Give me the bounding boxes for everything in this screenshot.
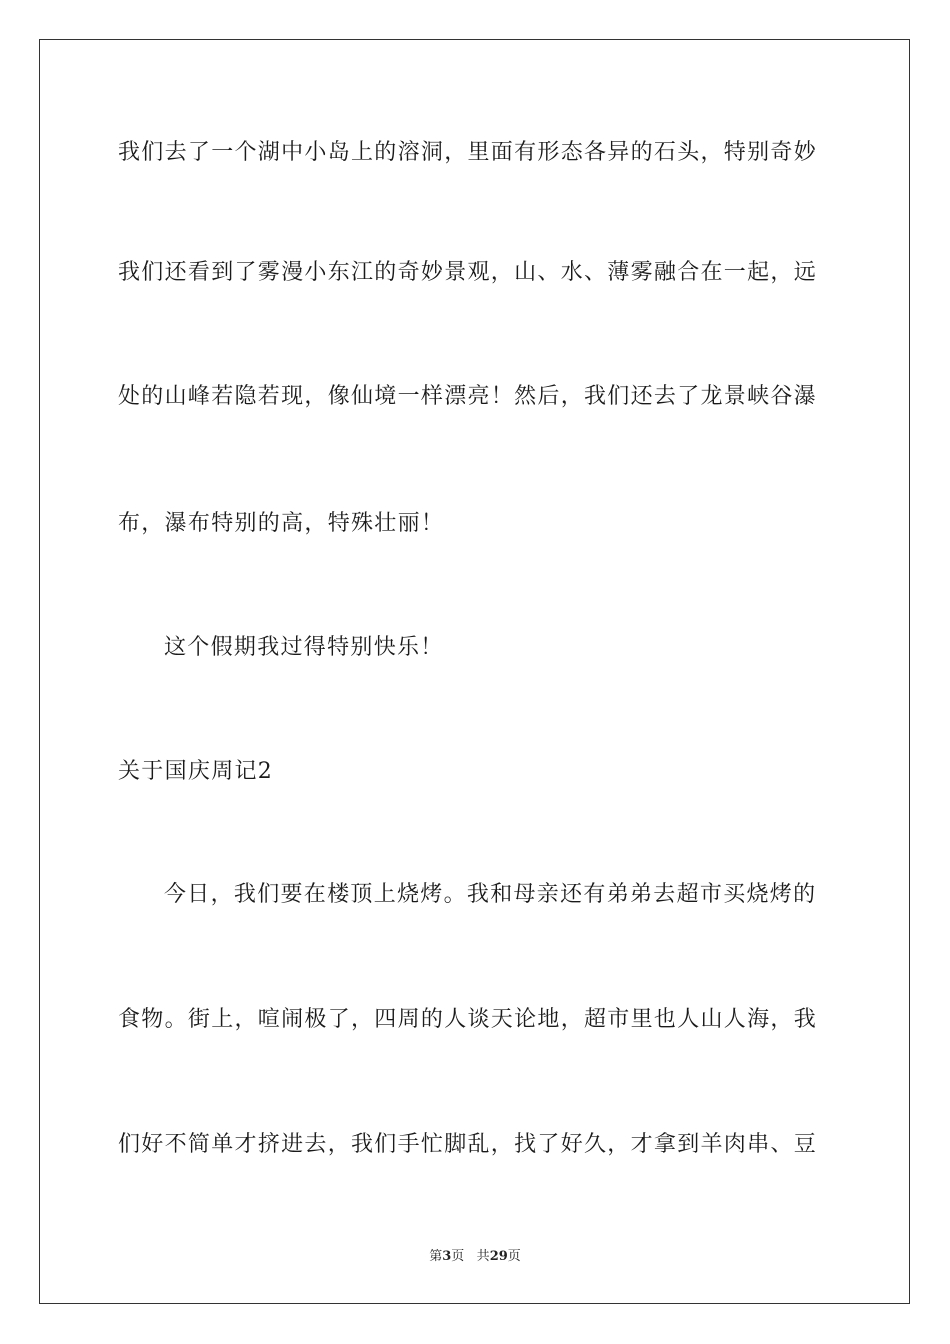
total-suffix: 页 <box>507 1249 521 1264</box>
paragraph-line: 处的山峰若隐若现，像仙境一样漂亮！然后，我们还去了龙景峡谷瀑 <box>118 384 818 409</box>
page-suffix: 页 <box>451 1249 465 1264</box>
paragraph-line: 我们还看到了雾漫小东江的奇妙景观，山、水、薄雾融合在一起，远 <box>118 260 818 285</box>
paragraph-line: 这个假期我过得特别快乐！ <box>164 635 444 660</box>
paragraph-line: 我们去了一个湖中小岛上的溶洞，里面有形态各异的石头，特别奇妙 <box>118 140 818 165</box>
paragraph-line: 们好不简单才挤进去，我们手忙脚乱，找了好久，才拿到羊肉串、豆 <box>118 1132 818 1157</box>
page-number: 3 <box>442 1249 452 1264</box>
total-prefix: 共 <box>476 1249 490 1264</box>
total-pages: 29 <box>489 1249 508 1264</box>
paragraph-line: 食物。街上，喧闹极了，四周的人谈天论地，超市里也人山人海，我 <box>118 1007 818 1032</box>
section-heading: 关于国庆周记2 <box>118 759 274 784</box>
paragraph-line: 今日，我们要在楼顶上烧烤。我和母亲还有弟弟去超市买烧烤的 <box>164 882 817 907</box>
paragraph-line: 布，瀑布特别的高，特殊壮丽！ <box>118 511 445 536</box>
page-border <box>39 39 910 1304</box>
page-prefix: 第 <box>429 1249 443 1264</box>
page-footer <box>0 1248 950 1266</box>
